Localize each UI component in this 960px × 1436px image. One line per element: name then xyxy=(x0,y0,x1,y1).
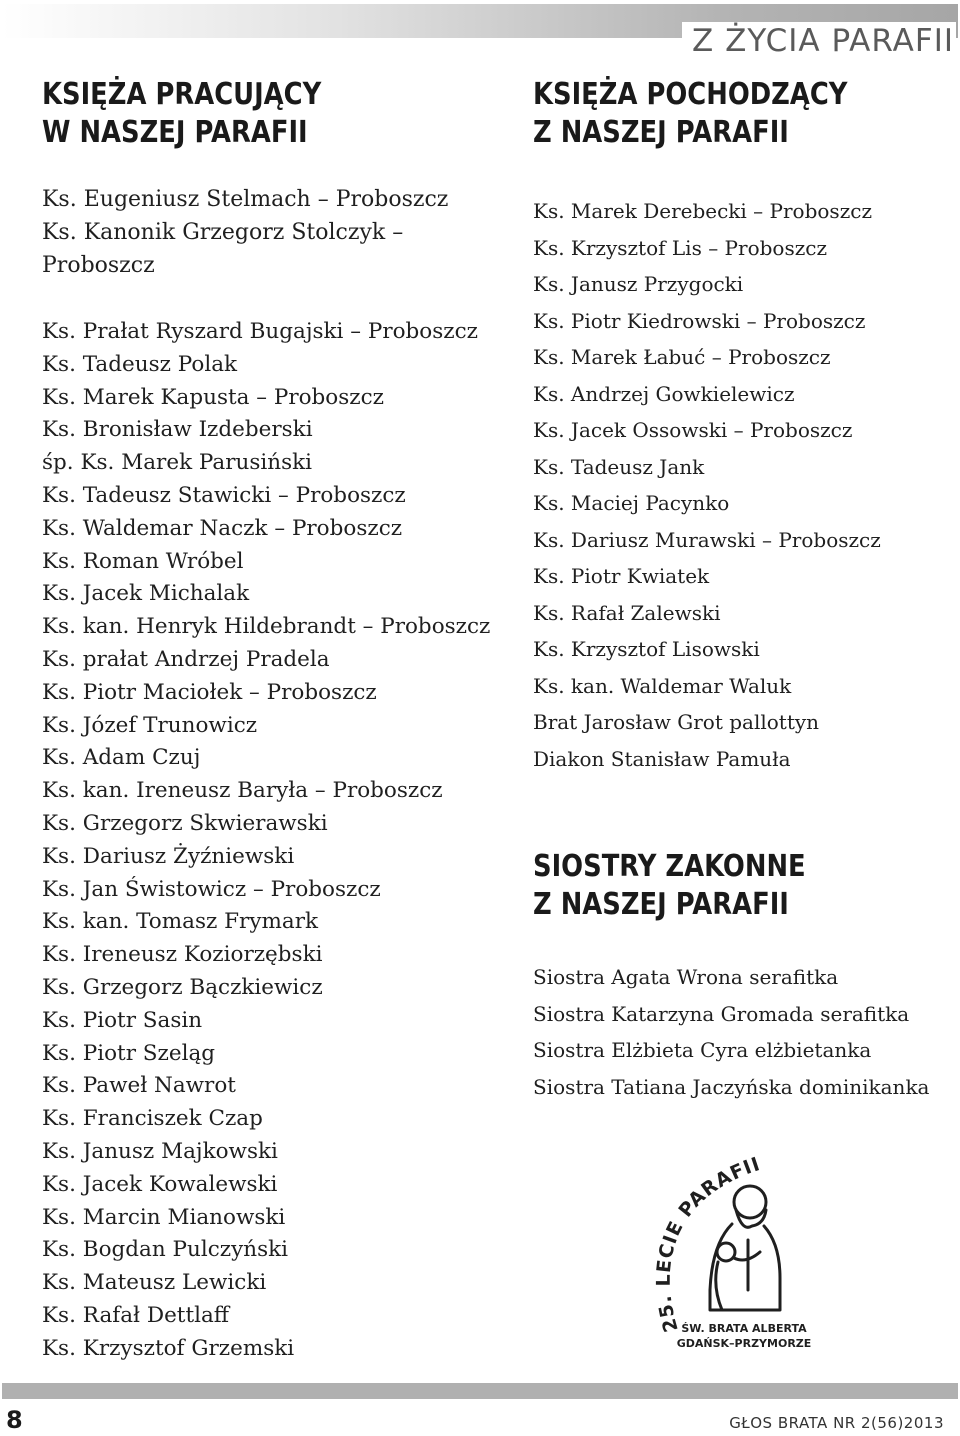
native-priests-list xyxy=(533,193,881,777)
list-item: Ks. Jacek Michalak xyxy=(42,581,250,607)
list-item: Ks. kan. Waldemar Waluk xyxy=(533,673,792,698)
list-item: Ks. Tadeusz Stawicki – Proboszcz xyxy=(42,482,406,508)
list-item: Siostra Elżbieta Cyra elżbietanka xyxy=(533,1038,872,1062)
list-item: Ks. Krzysztof Grzemski xyxy=(42,1335,295,1361)
sisters-heading-line1: SIOSTRY ZAKONNE xyxy=(533,849,806,884)
list-item: Ks. Janusz Majkowski xyxy=(42,1138,278,1164)
list-item: Ks. Marek Łabuć – Proboszcz xyxy=(533,345,831,369)
list-item: Ks. Bronisław Izdeberski xyxy=(42,417,313,443)
list-item: Ks. kan. Tomasz Frymark xyxy=(42,909,318,935)
list-item: Ks. kan. Henryk Hildebrandt – Proboszcz xyxy=(42,614,491,640)
page-number: 8 xyxy=(6,1406,23,1434)
right-heading xyxy=(533,76,847,152)
list-item: Ks. Jacek Kowalewski xyxy=(42,1171,278,1197)
list-item: Proboszcz xyxy=(42,253,155,278)
publication-title: GŁOS BRATA NR 2(56)2013 xyxy=(729,1414,944,1432)
section-label: Z ŻYCIA PARAFII xyxy=(682,22,956,60)
list-item: Ks. Piotr Kiedrowski – Proboszcz xyxy=(533,308,866,333)
list-item: Ks. Adam Czuj xyxy=(42,745,201,771)
list-item: Ks. Rafał Dettlaff xyxy=(42,1302,230,1328)
former-priests-list xyxy=(42,316,490,1366)
friar-figure-icon xyxy=(710,1186,780,1310)
list-item: Ks. Mateusz Lewicki xyxy=(42,1270,267,1296)
list-item: Ks. Marek Derebecki – Proboszcz xyxy=(533,199,872,223)
right-heading-line2: Z NASZEJ PARAFII xyxy=(533,115,789,150)
logo-arc-text: 25. LECIE PARAFII xyxy=(652,1152,764,1335)
list-item: Ks. Prałat Ryszard Bugajski – Proboszcz xyxy=(42,319,478,344)
list-item: Ks. Grzegorz Bączkiewicz xyxy=(42,974,323,1000)
list-item: Ks. Maciej Pacynko xyxy=(533,491,730,515)
list-item: Ks. Piotr Sasin xyxy=(42,1007,203,1033)
list-item: Ks. Krzysztof Lisowski xyxy=(533,637,760,661)
list-item: Ks. Dariusz Żyźniewski xyxy=(42,843,295,869)
list-item: Diakon Stanisław Pamuła xyxy=(533,746,791,771)
sisters-heading-line2: Z NASZEJ PARAFII xyxy=(533,887,789,922)
list-item: Ks. Bogdan Pulczyński xyxy=(42,1237,289,1263)
list-item: Ks. Andrzej Gowkielewicz xyxy=(533,381,795,406)
list-item: Ks. Krzysztof Lis – Proboszcz xyxy=(533,235,827,260)
parish-anniversary-logo xyxy=(652,1140,812,1356)
list-item: Ks. Dariusz Murawski – Proboszcz xyxy=(533,527,881,552)
list-item: Ks. Piotr Maciołek – Proboszcz xyxy=(42,679,377,705)
list-item: Ks. Józef Trunowicz xyxy=(42,712,258,738)
left-heading-line2: W NASZEJ PARAFII xyxy=(42,115,308,150)
list-item: Ks. Franciszek Czap xyxy=(42,1106,263,1132)
sisters-list xyxy=(533,959,929,1105)
list-item: Ks. Piotr Kwiatek xyxy=(533,564,710,588)
left-heading-line1: KSIĘŻA PRACUJĄCY xyxy=(42,77,322,112)
current-priests-list xyxy=(42,183,448,282)
list-item: Ks. Kanonik Grzegorz Stolczyk – xyxy=(42,220,404,245)
list-item: Ks. Eugeniusz Stelmach – Proboszcz xyxy=(42,187,449,212)
list-item: Brat Jarosław Grot pallottyn xyxy=(533,710,820,734)
footer-band xyxy=(2,1383,958,1399)
logo-caption-line2: GDAŃSK–PRZYMORZE xyxy=(676,1337,812,1350)
list-item: Ks. Marek Kapusta – Proboszcz xyxy=(42,384,384,410)
list-item: Siostra Katarzyna Gromada serafitka xyxy=(533,1001,910,1026)
list-item: Ks. Rafał Zalewski xyxy=(533,600,721,625)
list-item: Ks. Piotr Szeląg xyxy=(42,1040,216,1066)
list-item: Ks. Grzegorz Skwierawski xyxy=(42,810,328,836)
list-item: Ks. Ireneusz Koziorzębski xyxy=(42,942,323,968)
list-item: Ks. Roman Wróbel xyxy=(42,548,244,574)
list-item: Ks. Tadeusz Jank xyxy=(533,454,705,479)
list-item: śp. Ks. Marek Parusiński xyxy=(42,450,313,476)
list-item: Ks. Jacek Ossowski – Proboszcz xyxy=(533,418,853,442)
list-item: Ks. Marcin Mianowski xyxy=(42,1204,286,1230)
list-item: Siostra Tatiana Jaczyńska dominikanka xyxy=(533,1074,930,1099)
list-item: Ks. prałat Andrzej Pradela xyxy=(42,646,330,672)
list-item: Siostra Agata Wrona serafitka xyxy=(533,965,839,989)
list-item: Ks. Waldemar Naczk – Proboszcz xyxy=(42,515,403,541)
sisters-heading xyxy=(533,848,806,924)
right-heading-line1: KSIĘŻA POCHODZĄCY xyxy=(533,77,848,112)
list-item: Ks. Janusz Przygocki xyxy=(533,272,744,296)
left-heading xyxy=(42,76,321,152)
list-item: Ks. kan. Ireneusz Baryła – Proboszcz xyxy=(42,778,443,804)
list-item: Ks. Paweł Nawrot xyxy=(42,1073,236,1099)
list-item: Ks. Jan Świstowicz – Proboszcz xyxy=(42,876,381,902)
logo-caption-line1: ŚW. BRATA ALBERTA xyxy=(681,1322,807,1335)
list-item: Ks. Tadeusz Polak xyxy=(42,351,238,377)
